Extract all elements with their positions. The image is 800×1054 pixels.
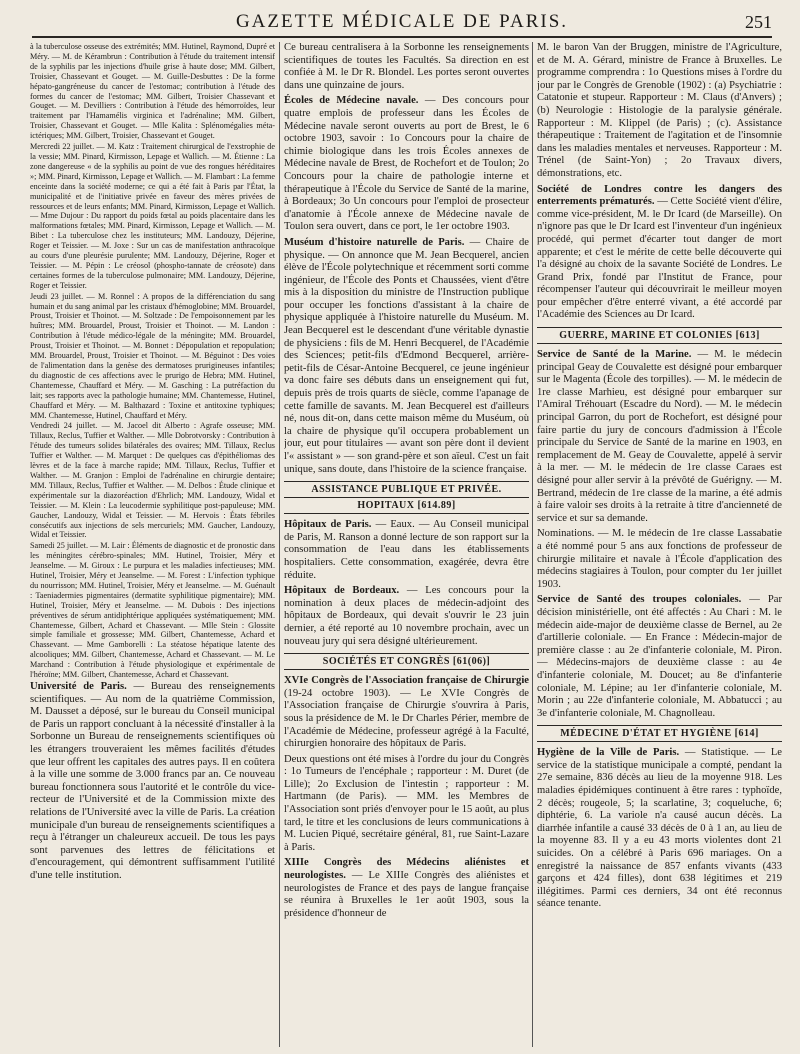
article-congres-alienistes bbox=[284, 857, 529, 920]
article-continued: Ce bureau centralisera à la Sorbonne les renseignements scientifiques de toutes les Facultés. Sa direction en est confiée à M. le Dr R. Blondel. Les portes seront ouvertes dans une quinzaine de jours. bbox=[284, 42, 529, 91]
article-body: — Par décision ministérielle, ont été affectés : Au Chari : M. le médecin aide-major de deuxième classe de Bernel, au 2e d'artillerie coloniale. — En France : Médecin-major de première classe : au 2e d'infanterie coloniale, M. Piron. — Médecins-majors de deuxième classe : au 4e d'infanterie coloniale, M. Doucet; au 8e d'infanterie coloniale, M. Lépine; au 1er d'infanterie coloniale, M. Morin ; au 22e d'infanterie coloniale, M. Abbatucci ; au 3e d'infanterie coloniale, M. Chagnolleau. bbox=[537, 594, 782, 719]
article-heading: Écoles de Médecine navale. bbox=[284, 95, 419, 107]
article-congres-chirurgie bbox=[284, 675, 529, 751]
article-troupes-coloniales bbox=[537, 594, 782, 720]
article-body: — Le XIIIe Congrès des aliénistes et neurologistes de France et des pays de langue française se réunira à Bruxelles le 1er août 1903, sous la présidence d'honneur de bbox=[284, 870, 529, 919]
page-number: 251 bbox=[745, 12, 772, 32]
article-heading: Service de Santé des troupes coloniales. bbox=[537, 594, 742, 606]
article-body: — Eaux. — Au Conseil municipal de Paris, M. Ranson a donné lecture de son rapport sur la consommation de l'eau dans les établissements hospitaliers. Cette consommation, exagérée, devra être réduite. bbox=[284, 519, 529, 581]
article-hopitaux-bordeaux bbox=[284, 585, 529, 648]
article-heading: Hygiène de la Ville de Paris. bbox=[537, 747, 680, 759]
thesis-list-continued: à la tuberculose osseuse des extrémités; MM. Hutinel, Raymond, Dupré et Méry. — M. de Kérambrun : Contribution à l'étude du traitement intensif de la syphilis par les injections d'huile grise à haute dose; MM. Gilbert, Troisier, Chassevant et Gouget. — M. Guille-Desbuttes : De la forme hépato-gangréneuse du cancer de l'estomac; contribution à l'étude des formes du cancer de l'estomac; MM. Gilbert, Troisier Chassevant et Gouget. — M. Devilliers : Contribution à l'étude des hémorroïdes, leur traitement par l'Hamamélis virginica et l'adrénaline; MM. Gilbert, Troisier, Chassevant et Gouget. — Mlle Kalita : Splénomégalies méta-ictériques; MM. Gilbert, Troisier, Chassevant et Gouget. bbox=[30, 42, 275, 141]
article-heading: Muséum d'histoire naturelle de Paris. bbox=[284, 236, 465, 248]
journal-title: GAZETTE MÉDICALE DE PARIS. bbox=[235, 11, 569, 32]
section-heading: MÉDECINE D'ÉTAT ET HYGIÈNE [614] bbox=[537, 725, 782, 742]
article-body: — Statistique. — Le service de la statistique municipale a compté, pendant la 27e semaine, 836 décès au lieu de la moyenne 918. Les maladies épidémiques continuent à être rares : typhoïde, 2 décès; rougeole, 5; la scarlatine, 3; coqueluche, 6; diphtérie, 6. La variole n'a causé aucun décès. La diarrhée infantile a causé 33 décès de 0 à 1 an, au lieu de la moyenne 83. Il y a eu 43 morts violentes dont 21 suicides. On a célébré à Paris 696 mariages. On a enregistré la naissance de 857 enfants vivants (433 garçons et 424 filles), dont 638 légitimes et 219 illégitimes. Parmi ces derniers, 34 ont été reconnus séance tenante. bbox=[537, 747, 782, 910]
column-2 bbox=[284, 42, 529, 1047]
article-heading: Société de Londres contre les dangers des enterrements prématurés. bbox=[537, 183, 782, 208]
article-heading: Hôpitaux de Bordeaux. bbox=[284, 585, 400, 597]
article-continued: M. le baron Van der Bruggen, ministre de l'Agriculture, et de M. A. Gérard, ministre de France à Bruxelles. Le programme comprendra : 1o Questions mises à l'ordre du jour par le Congrès de Grenoble (1902) : (a) Psychiatrie : Catatonie et stupeur. Rapporteur : M. Claus (d'Anvers) ; (b) Neurologie : Histologie de la paralysie générale. Rapporteur : M. Klippel (de Paris) ; (c). Assistance thérapeutique : Traitement de l'agitation et de l'insomnie dans les maladies mentales et nerveuses. Rapporteur : M. Trénel (de Saint-Yon) ; 2o Travaux divers, démonstrations, etc. bbox=[537, 42, 782, 179]
article-heading: XIIIe Congrès des Médecins aliénistes et neurologistes. bbox=[284, 857, 529, 882]
article-congres-chirurgie-2: Deux questions ont été mises à l'ordre du jour du Congrès : 1o Tumeurs de l'encéphale ; rapporteur : M. Duret (de Lille); 2o Exclusion de l'intestin ; rapporteur : M. Hartmann (de Paris). — MM. les Membres de l'Association sont priés d'envoyer pour le 15 août, au plus tard, le titre et les conclusions de leurs communications à M. Lucien Piqué, secrétaire général, 81, rue Saint-Lazare à Paris. bbox=[284, 753, 529, 853]
article-universite bbox=[30, 681, 275, 883]
article-body: — M. le médecin principal Geay de Couvalette est désigné pour embarquer sur le Magenta (École des torpilles). — M. le médecin de 1re classe Marhieu, est désigné pour embarquer sur l'Amiral Tréhouart (Escadre du Nord). — M. le médecin principal Garron, du port de Rochefort, est désigné pour faire partie du jury de concours d'admission à l'École principale du Service de Santé de la marine en 1903, en remplacement de M. Geay de Couvalette, appelé à servir à la mer. — M. le médecin de 1re classe Caraes est désigné pour aller servir à la prévôté de Guérigny. — M. Bertrand, médecin de 1re classe de la marine, a été admis à faire valoir ses droits à la retraite à titre d'ancienneté de service et sur sa demande. bbox=[537, 349, 782, 524]
article-heading: Hôpitaux de Paris. bbox=[284, 519, 372, 531]
thesis-list-saturday: Samedi 25 juillet. — M. Lair : Éléments de diagnostic et de pronostic dans les méningites cérébro-spinales; MM. Hutinel, Troisier, Méry et Jeanselme. — M. Giroux : Le purpura et les maladies infectieuses; MM. Hutinel, Troisier, Méry et Jeanselme. — M. Forest : L'infection typhique du nourrisson; MM. Hutinel, Troisier, Méry et Jeanselme. — M. Guénault : Taeniadermies pigmentaires (dermatite syphilitique pigmentaire); MM. Hutinel, Troisier, Méry et Jeanselme. — M. Dubois : Des injections préventives de sérum antidiphtérique appliquées systématiquement; MM. Chantemesse, Gilbert, Achard et Chassevant. — Mlle Stein : Glossite simple familiale et grossesse; MM. Gilbert, Chantemesse, Achard et Chassevant. — Mme Gamborelli : La stéatose hépatique latente des alcooliques; MM. Gilbert, Chantemesse, Achard et Chassevant. — M. Le Marchand : Contribution à l'étude physiologique et expérimentale de l'héroïne; MM. Gilbert, Chantemesse, Achard et Chassevant. bbox=[30, 541, 275, 680]
article-societe-londres bbox=[537, 184, 782, 323]
column-divider bbox=[279, 42, 280, 1047]
article-heading: Service de Santé de la Marine. bbox=[537, 349, 692, 361]
column-3 bbox=[537, 42, 782, 1047]
section-heading: GUERRE, MARINE ET COLONIES [613] bbox=[537, 327, 782, 344]
column-1 bbox=[30, 42, 275, 1047]
article-body: — Chaire de physique. — On annonce que M. Jean Becquerel, ancien élève de l'École polytechnique et récemment sorti comme ingénieur, de l'École des Ponts et Chaussées, vient d'être mis à la disposition du ministre de l'Instruction publique pour occuper les fonctions d'assistant à la chaire de physique appliquée à l'histoire naturelle du Muséum. M. Jean Becquerel est le descendant d'une véritable dynastie de physiciens : fils de M. Henri Becquerel, de l'Académie des Sciences; petit-fils d'Edmond Becquerel, arrière-petit-fils de César-Antoine Becquerel, ce jeune ingénieur va donc faire ses débuts dans un enseignement qui fut, depuis près de trois quarts de siècle, comme l'apanage de cette famille de savants. M. Jean Becquerel est d'ailleurs né, nous dit-on, dans cette maison même du Muséum, où la chaire de physique qu'il occupera probablement un jour, eut pour titulaires — avant son père dont il devient l'« assistant » — son grand-père et son aïeul. C'est un fait unique, sans doute, dans l'histoire de la science française. bbox=[284, 236, 529, 475]
article-body: — Des concours pour quatre emplois de professeur dans les Écoles de Médecine navale seront ouverts au port de Brest, le 6 octobre 1903, savoir : 1o Concours pour la chaire de chimie biologique dans les trois Écoles annexes de Médecine navale de Brest, de Rochefort et de Toulon; 2o Concours pour la chaire de pathologie interne et thérapeutique à l'École du Service de Santé de la marine, à Bordeaux; 3o Un concours pour l'emploi de prosecteur d'anatomie à l'École annexe de Médecine navale de Toulon sera ouvert, dans ce port, le 1er octobre 1903. bbox=[284, 95, 529, 233]
article-heading: Université de Paris. bbox=[30, 681, 127, 692]
section-heading: SOCIÉTÉS ET CONGRÈS [61(06)] bbox=[284, 653, 529, 670]
thesis-list-thursday: Jeudi 23 juillet. — M. Ronnel : A propos de la différenciation du sang humain et du sang animal par les cristaux d'hémoglobine; MM. Brouardel, Proust, Troisier et Thoinot. — M. Soltzade : De l'empoisonnement par les huîtres; MM. Brouardel, Proust, Troisier et Thoinot. — M. Landon : Contribution à l'étude médico-légale de la méningite; MM. Brouardel, Proust, Troisier et Thoinot. — M. Bonnet : Dépopulation et repopulation; MM. Brouardel, Proust, Troisier et Thoinot. — M. Béguinot : Des voies de l'alimentation dans la genèse des dermatoses prurigineuses infantiles; du diagnostic de ces affections avec le prurigo de Hebra; MM. Hutinel, Chantemesse, Chauffard et Méry. — M. Gasching : La putréfaction du lait; ses rapports avec la pathologie humaine; MM. Chantemesse, Hutinel, Chauffard et Méry. — M. Balthazard : Toxine et antitoxine typhiques; MM. Chantemesse, Hutinel, Chauffard et Méry. bbox=[30, 291, 275, 420]
section-heading: ASSISTANCE PUBLIQUE ET PRIVÉE. bbox=[284, 481, 529, 497]
article-hygiene-paris bbox=[537, 747, 782, 911]
page-header bbox=[32, 6, 772, 38]
article-body: — Les concours pour la nomination à deux places de médecin-adjoint des hôpitaux de Bordeaux, qui devait s'ouvrir le 23 juin dernier, a été reporté au 10 novembre prochain, avec un nouveau jury qui sera désigné ultérieurement. bbox=[284, 585, 529, 647]
article-body: (19-24 octobre 1903). — Le XVIe Congrès de l'Association française de Chirurgie s'ouvrira à Paris, sous la présidence de M. le Dr Charles Périer, membre de l'Académie de Médecine, professeur agrégé à la Faculté, chirurgien honoraire des hôpitaux de Paris. bbox=[284, 687, 529, 750]
article-sante-marine bbox=[537, 349, 782, 525]
article-heading: XVIe Congrès de l'Association française de Chirurgie bbox=[284, 675, 529, 687]
article-body: — Cette Société vient d'élire, comme vice-président, M. le Dr Icard (de Marseille). On n'ignore pas que le Dr Icard est l'inventeur d'un ingénieux procédé, qui permet d'écarter tout danger de mort apparente; et c'est le mérite de cette belle découverte qui l'a désigné au choix de la savante Société de Londres. Le Grand Prix, fondé par l'Institut de France, pour récompenser l'auteur qui découvrirait le meilleur moyen pour empêcher d'être enterré vivant, a été accordé par l'Académie des Sciences au Dr Icard. bbox=[537, 196, 782, 321]
article-ecoles-navale bbox=[284, 95, 529, 234]
thesis-list-wednesday: Mercredi 22 juillet. — M. Katz : Traitement chirurgical de l'exstrophie de la vessie; MM. Pinard, Kirmisson, Lepage et Wallich. — M. Étienne : La zone dangereuse « de la syphilis au point de vue des rongues héréditaires »; MM. Pinard, Kirmisson, Lepage et Wallich. — M. Flambart : La femme enceinte dans la société moderne; ce qui a été fait à Paris par l'État, la municipalité et de l'initiative privée en faveur des mères privées de ressources et de leurs enfants; MM. Pinard, Kirmisson, Lepage et Wallich. — Mme Dujour : Du rapport du poids fœtal au poids placentaire dans les malformations fœtales; MM. Pinard, Kirmisson, Lepage et Wallich. — M. Bibet : La tuberculose chez les instituteurs; MM. Landouzy, Déjerine, Roger et Teissier. — M. Joxe : Sur un cas de manifestation anthracoïque au cours d'une pleurésie purulente; MM. Landouzy, Déjerine, Roger et Teissier. — M. Pépin : Le créosol (phospho-tannate de créosote) dans certaines formes de la tuberculose pulmonaire; MM. Landouzy, Déjerine, Roger et Teissier. bbox=[30, 142, 275, 290]
thesis-list-friday: Vendredi 24 juillet. — M. Jacoel dit Alberto : Agrafe osseuse; MM. Tillaux, Reclus, Tuffier et Walther. — Mlle Dobrotvorsky : Contribution à l'étude des tumeurs solides bilatérales des ovaires; MM. Tillaux, Reclus Tuffier et Walther. — M. Marquet : De quelques cas d'épithéliomas des lèvres et de la face à marche rapide; MM. Tillaux, Reclus, Tuffier et Walther. — M. Granjon : Emploi de l'adrénaline en chirurgie dentaire; MM. Tillaux, Reclus, Tuffier et Walther. — M. Delbos : Étude clinique et expérimentale sur la diazoréaction d'Ehrlich; MM. Landouzy, Widal et Teissier. — M. Klein : La leucodermie syphilitique post-papuleuse; MM. Gaucher, Landouzy, Widal et Teissier. — M. Hervois : États fébriles consécutifs aux injections de sels mercuriels; MM. Gaucher, Landouzy, Widal et Teissier. bbox=[30, 421, 275, 540]
article-body: — Bureau des renseignements scientifiques. — Au nom de la quatrième Commission, M. Dausset a déposé, sur le bureau du Conseil municipal de Paris un rapport concluant à la nécessité d'installer à la Sorbonne un Bureau de renseignements scientifiques où les étrangers trouveraient les mêmes facilités d'études que leur offrent les capitales des autres pays. Il en coûtera à la ville une somme de 3.000 francs par an. Ce nouveau bureau fonctionnera sous l'autorité et le contrôle du vice-recteur de l'Université et de la Commission mixte des relations de l'Université avec la ville de Paris. La création municipale d'un bureau de renseignements scientifiques a reçu à l'étranger un chaleureux accueil. De tous les pays sont parvenues des lettres de félicitations et d'encouragement, qui démontrent suffisamment l'utilité d'une telle institution. bbox=[30, 681, 275, 881]
subsection-heading: HOPITAUX [614.89] bbox=[284, 497, 529, 514]
column-divider bbox=[532, 42, 533, 1047]
article-hopitaux-paris bbox=[284, 519, 529, 582]
article-nominations: Nominations. — M. le médecin de 1re classe Lassabatie a été nommé pour 5 ans aux fonctions de professeur de chirurgie militaire et navale à l'École d'application des médecins stagiaires à Toulon, pour compter du 1er juillet 1903. bbox=[537, 528, 782, 590]
article-museum bbox=[284, 237, 529, 476]
